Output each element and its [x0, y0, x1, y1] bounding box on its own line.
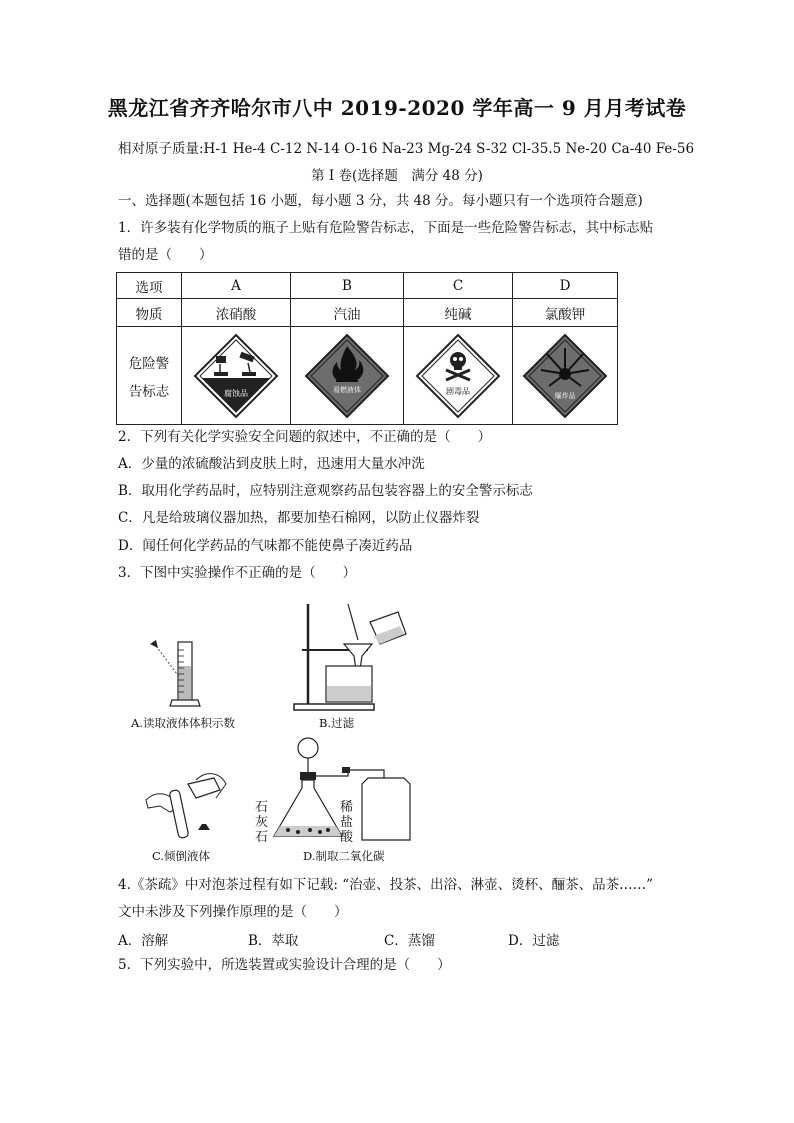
sign-text-c: 剧毒品	[446, 386, 470, 396]
toxic-icon	[414, 332, 502, 420]
sign-text-b: 易燃液体	[333, 385, 361, 394]
row-label-option: 选项	[117, 273, 182, 299]
option-b-cell: B	[291, 273, 404, 299]
caption-d: D.制取二氧化碳	[303, 849, 385, 863]
caption-c: C.倾倒液体	[152, 849, 211, 863]
q4-option-d: D．过滤	[508, 933, 560, 949]
row-label-sign-2: 告标志	[128, 383, 170, 400]
substance-b: 汽油	[291, 299, 404, 327]
row-label-substance: 物质	[117, 299, 182, 327]
q4-option-a: A．溶解	[118, 933, 169, 949]
option-a-cell: A	[182, 273, 291, 299]
sign-text-a: 腐蚀品	[224, 388, 248, 398]
figure-d-making-co2	[256, 734, 420, 846]
flammable-icon	[303, 332, 391, 420]
section-title: 第 I 卷(选择题 满分 48 分)	[311, 168, 483, 184]
figure-c-pouring-liquid	[140, 768, 236, 846]
figure-a-reading-cylinder	[140, 636, 220, 712]
q2-option-d: D．闻任何化学药品的气味都不能使鼻子凑近药品	[118, 538, 413, 554]
q2-option-c: C．凡是给玻璃仪器加热，都要加垫石棉网，以防止仪器炸裂	[118, 510, 480, 526]
row-label-sign	[117, 327, 182, 425]
q2-option-a: A．少量的浓硫酸沾到皮肤上时，迅速用大量水冲洗	[118, 456, 425, 472]
figure-b-filtration	[288, 600, 414, 716]
sign-text-d: 爆炸品	[554, 391, 576, 400]
corrosive-icon	[192, 332, 280, 420]
q4-option-b: B．萃取	[248, 933, 299, 949]
label-dilute-hcl: 稀盐酸	[340, 800, 354, 845]
page-title: 黑龙江省齐齐哈尔市八中 2019-2020 学年高一 9 月月考试卷	[107, 96, 687, 120]
q2-stem: 2．下列有关化学实验安全问题的叙述中，不正确的是（ ）	[118, 429, 492, 445]
q3-stem: 3．下图中实验操作不正确的是（ ）	[118, 565, 357, 581]
sign-cell-b	[291, 327, 404, 425]
sign-cell-c	[404, 327, 513, 425]
q1-stem-line2: 错的是（ ）	[118, 247, 213, 263]
substance-d: 氯酸钾	[513, 299, 618, 327]
q2-option-b: B．取用化学药品时，应特别注意观察药品包装容器上的安全警示标志	[118, 483, 533, 499]
q5-stem: 5．下列实验中，所选装置或实验设计合理的是（ ）	[118, 957, 451, 973]
caption-a: A.读取液体体积示数	[131, 716, 235, 730]
row-label-sign-1: 危险警	[128, 355, 170, 372]
q4-stem-line1: 4.《茶疏》中对泡茶过程有如下记载: “治壶、投茶、出浴、淋壶、烫杯、酾茶、品茶……”	[118, 877, 654, 893]
sign-cell-d	[513, 327, 618, 425]
q4-option-c: C．蒸馏	[384, 933, 435, 949]
q4-stem-line2: 文中未涉及下列操作原理的是（ ）	[118, 904, 348, 920]
explosive-icon	[521, 332, 609, 420]
hazard-table	[116, 272, 618, 425]
option-d-cell: D	[513, 273, 618, 299]
substance-c: 纯碱	[404, 299, 513, 327]
part-intro: 一、选择题(本题包括 16 小题，每小题 3 分，共 48 分。每小题只有一个选项符合题意)	[118, 193, 643, 209]
caption-b: B.过滤	[319, 716, 355, 730]
atomic-masses: 相对原子质量:H-1 He-4 C-12 N-14 O-16 Na-23 Mg-24 S-32 Cl-35.5 Ne-20 Ca-40 Fe-56	[118, 141, 695, 157]
option-c-cell: C	[404, 273, 513, 299]
label-limestone: 石灰石	[255, 800, 269, 845]
q1-stem-line1: 1．许多装有化学物质的瓶子上贴有危险警告标志，下面是一些危险警告标志，其中标志贴	[118, 220, 654, 236]
substance-a: 浓硝酸	[182, 299, 291, 327]
sign-cell-a	[182, 327, 291, 425]
